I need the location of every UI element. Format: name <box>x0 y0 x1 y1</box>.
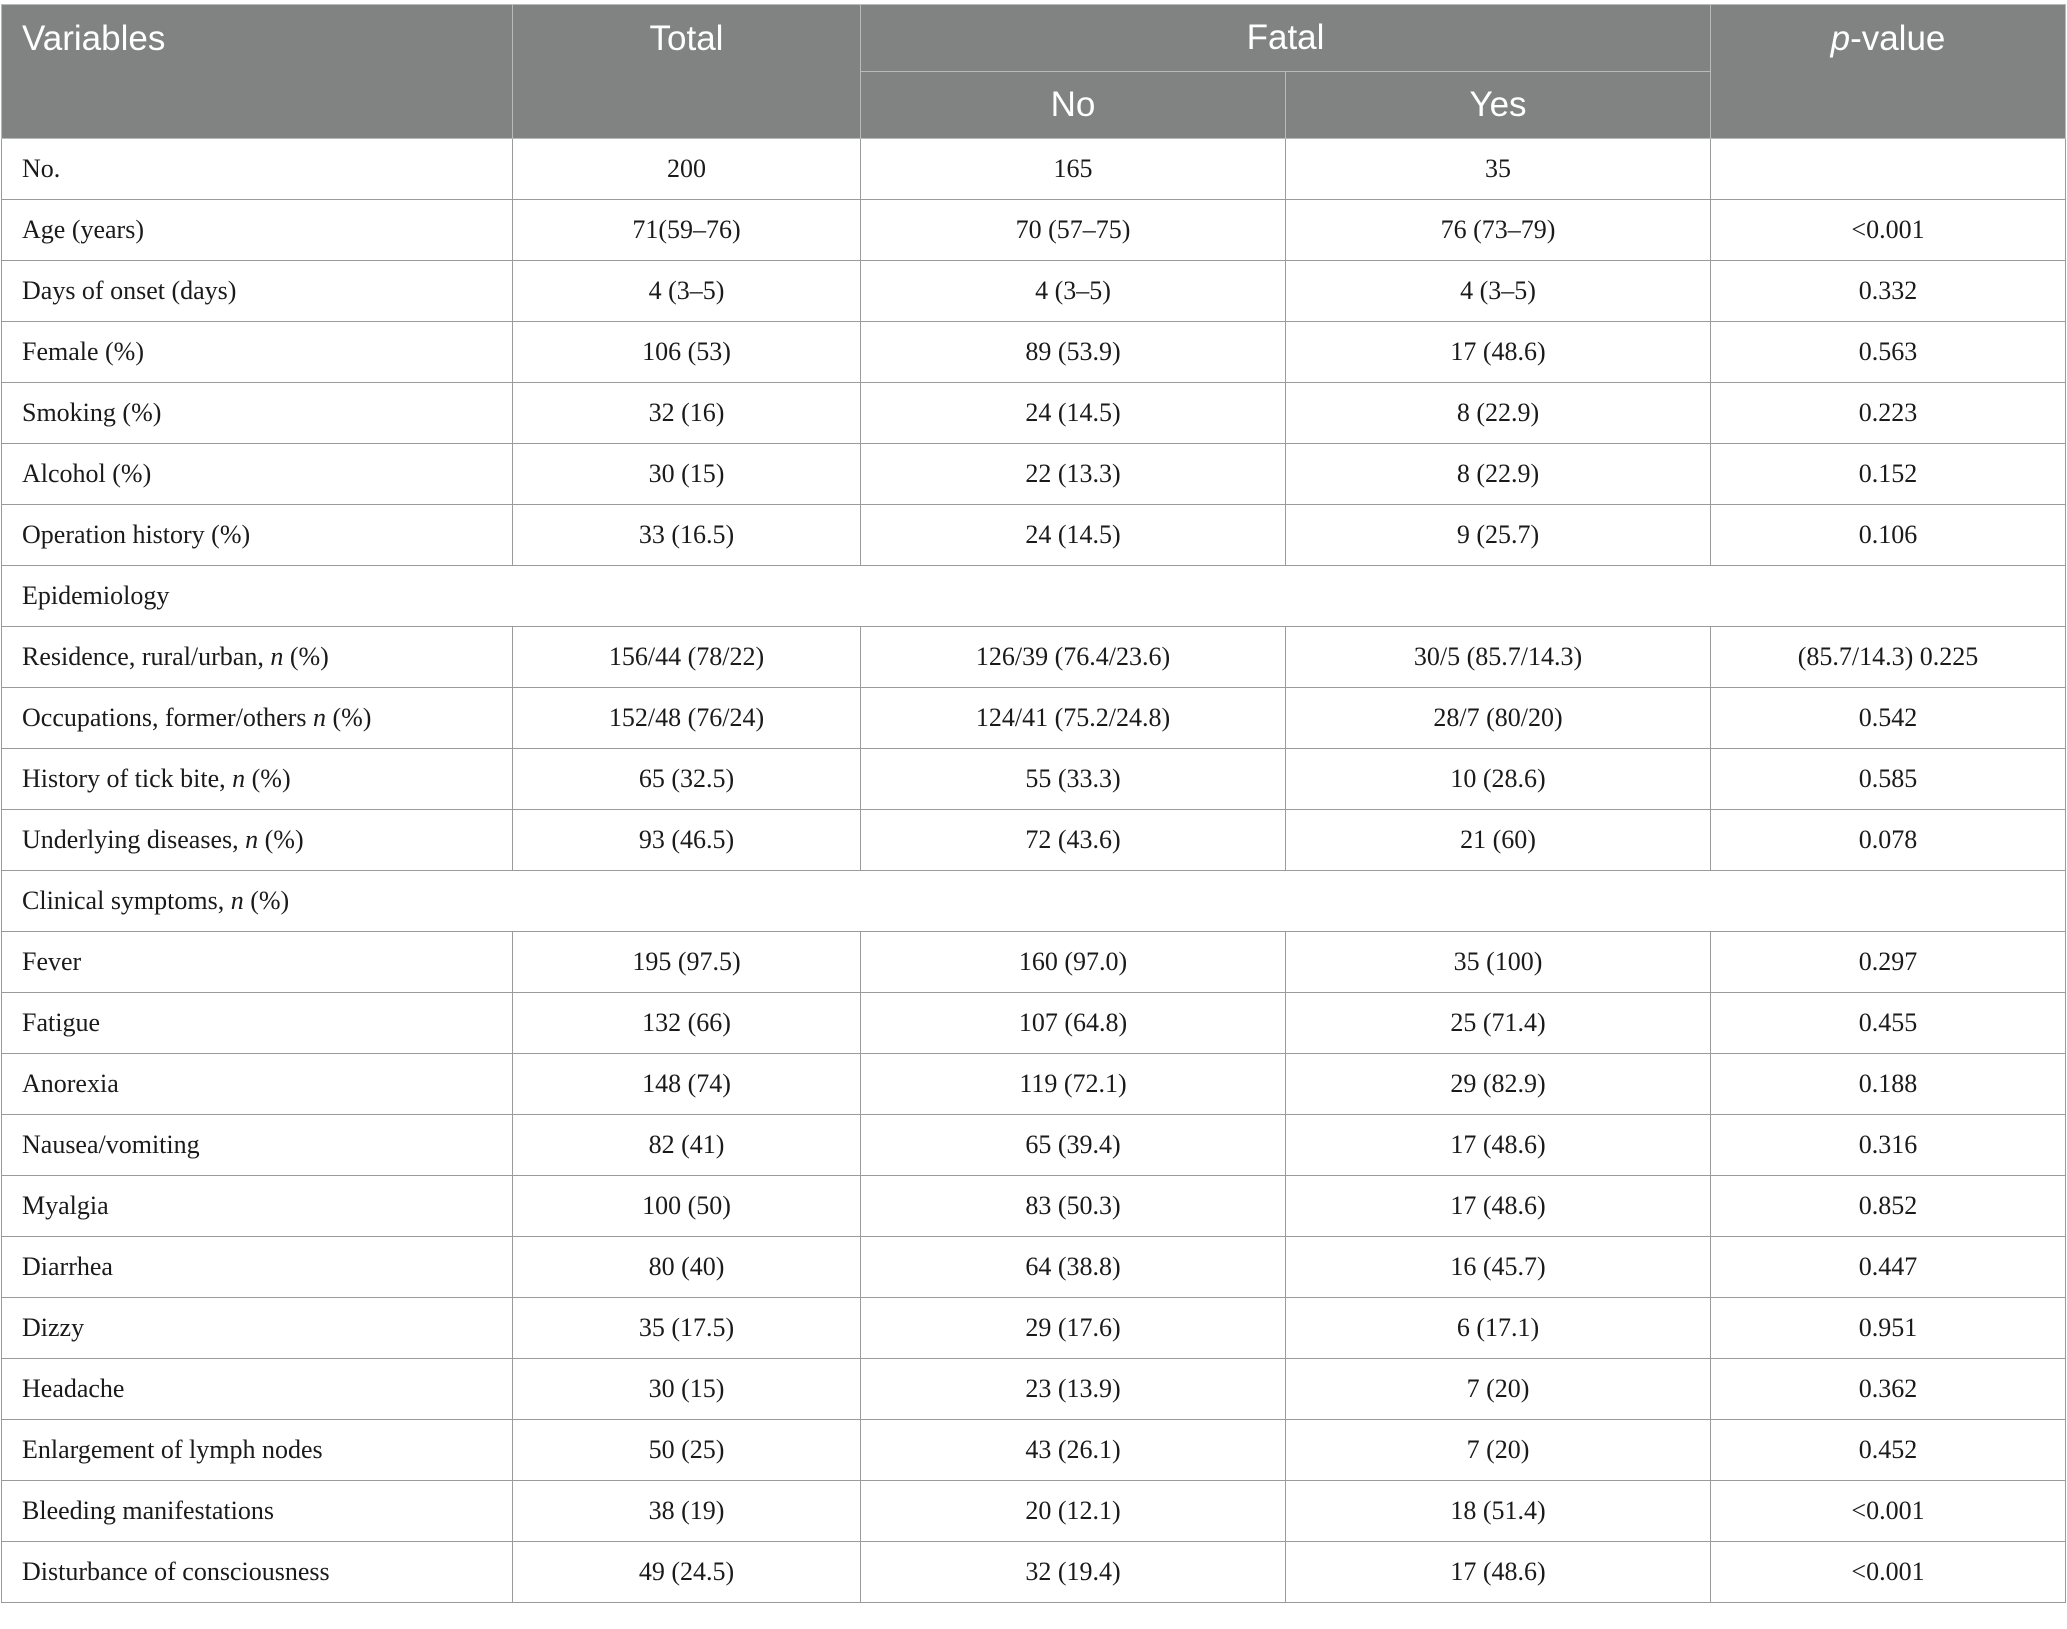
data-table <box>1 4 2066 1603</box>
table-row <box>2 1115 2066 1176</box>
cell-p: 0.542 <box>1711 688 2066 749</box>
cell-total: 33 (16.5) <box>513 505 861 566</box>
cell-yes: 8 (22.9) <box>1286 444 1711 505</box>
cell-yes: 4 (3–5) <box>1286 261 1711 322</box>
cell-total: 152/48 (76/24) <box>513 688 861 749</box>
cell-no: 124/41 (75.2/24.8) <box>861 688 1286 749</box>
row-label: Bleeding manifestations <box>2 1481 513 1542</box>
cell-total: 38 (19) <box>513 1481 861 1542</box>
cell-total: 82 (41) <box>513 1115 861 1176</box>
row-label: Days of onset (days) <box>2 261 513 322</box>
cell-total: 30 (15) <box>513 444 861 505</box>
cell-total: 93 (46.5) <box>513 810 861 871</box>
cell-yes: 8 (22.9) <box>1286 383 1711 444</box>
table-row <box>2 627 2066 688</box>
cell-p: 0.852 <box>1711 1176 2066 1237</box>
cell-p: 0.951 <box>1711 1298 2066 1359</box>
cell-p: 0.188 <box>1711 1054 2066 1115</box>
table-row <box>2 1054 2066 1115</box>
cell-no: 23 (13.9) <box>861 1359 1286 1420</box>
cell-no: 4 (3–5) <box>861 261 1286 322</box>
cell-yes: 25 (71.4) <box>1286 993 1711 1054</box>
cell-yes: 21 (60) <box>1286 810 1711 871</box>
row-label: Diarrhea <box>2 1237 513 1298</box>
header-p-value <box>1711 5 2066 139</box>
cell-total: 50 (25) <box>513 1420 861 1481</box>
cell-yes: 17 (48.6) <box>1286 1542 1711 1603</box>
row-label: Fatigue <box>2 993 513 1054</box>
cell-p: 0.452 <box>1711 1420 2066 1481</box>
cell-yes: 17 (48.6) <box>1286 1115 1711 1176</box>
cell-p: 0.223 <box>1711 383 2066 444</box>
row-label: Dizzy <box>2 1298 513 1359</box>
cell-p: 0.563 <box>1711 322 2066 383</box>
cell-no: 64 (38.8) <box>861 1237 1286 1298</box>
cell-total: 156/44 (78/22) <box>513 627 861 688</box>
table-header <box>2 5 2066 139</box>
cell-no: 22 (13.3) <box>861 444 1286 505</box>
table-row <box>2 688 2066 749</box>
cell-p: 0.316 <box>1711 1115 2066 1176</box>
row-label: History of tick bite, n (%) <box>2 749 513 810</box>
cell-yes: 6 (17.1) <box>1286 1298 1711 1359</box>
row-label: Disturbance of consciousness <box>2 1542 513 1603</box>
cell-total: 132 (66) <box>513 993 861 1054</box>
header-total: Total <box>513 5 861 139</box>
cell-p: <0.001 <box>1711 1542 2066 1603</box>
cell-yes: 30/5 (85.7/14.3) <box>1286 627 1711 688</box>
cell-yes: 28/7 (80/20) <box>1286 688 1711 749</box>
row-label: Alcohol (%) <box>2 444 513 505</box>
cell-yes: 7 (20) <box>1286 1420 1711 1481</box>
cell-p: <0.001 <box>1711 200 2066 261</box>
cell-yes: 9 (25.7) <box>1286 505 1711 566</box>
cell-no: 89 (53.9) <box>861 322 1286 383</box>
row-label: Fever <box>2 932 513 993</box>
table-row <box>2 1176 2066 1237</box>
cell-no: 43 (26.1) <box>861 1420 1286 1481</box>
row-label: Operation history (%) <box>2 505 513 566</box>
row-label: Nausea/vomiting <box>2 1115 513 1176</box>
row-label: Female (%) <box>2 322 513 383</box>
row-label: Anorexia <box>2 1054 513 1115</box>
row-label: Underlying diseases, n (%) <box>2 810 513 871</box>
row-label: Headache <box>2 1359 513 1420</box>
cell-no: 165 <box>861 139 1286 200</box>
cell-yes: 16 (45.7) <box>1286 1237 1711 1298</box>
table-row <box>2 200 2066 261</box>
row-label: No. <box>2 139 513 200</box>
cell-p: 0.585 <box>1711 749 2066 810</box>
table-row <box>2 1298 2066 1359</box>
cell-no: 107 (64.8) <box>861 993 1286 1054</box>
header-p-suffix: -value <box>1850 19 1946 58</box>
cell-total: 65 (32.5) <box>513 749 861 810</box>
cell-total: 32 (16) <box>513 383 861 444</box>
table-row <box>2 993 2066 1054</box>
cell-yes: 17 (48.6) <box>1286 1176 1711 1237</box>
table-row <box>2 749 2066 810</box>
header-no: No <box>861 72 1286 139</box>
table-row <box>2 1542 2066 1603</box>
table-row <box>2 1359 2066 1420</box>
cell-total: 148 (74) <box>513 1054 861 1115</box>
row-label: Age (years) <box>2 200 513 261</box>
cell-p: <0.001 <box>1711 1481 2066 1542</box>
table-row <box>2 261 2066 322</box>
table-row <box>2 444 2066 505</box>
cell-no: 126/39 (76.4/23.6) <box>861 627 1286 688</box>
cell-no: 24 (14.5) <box>861 505 1286 566</box>
row-label: Occupations, former/others n (%) <box>2 688 513 749</box>
cell-yes: 29 (82.9) <box>1286 1054 1711 1115</box>
cell-total: 100 (50) <box>513 1176 861 1237</box>
cell-total: 106 (53) <box>513 322 861 383</box>
cell-no: 160 (97.0) <box>861 932 1286 993</box>
section-label: Epidemiology <box>2 566 2066 627</box>
table-row <box>2 1420 2066 1481</box>
cell-no: 83 (50.3) <box>861 1176 1286 1237</box>
cell-yes: 35 (100) <box>1286 932 1711 993</box>
cell-no: 24 (14.5) <box>861 383 1286 444</box>
cell-p: 0.332 <box>1711 261 2066 322</box>
cell-p: (85.7/14.3) 0.225 <box>1711 627 2066 688</box>
cell-yes: 18 (51.4) <box>1286 1481 1711 1542</box>
table-row <box>2 322 2066 383</box>
header-p-letter: p <box>1830 19 1851 58</box>
header-fatal: Fatal <box>861 5 1711 72</box>
cell-no: 55 (33.3) <box>861 749 1286 810</box>
header-variables: Variables <box>2 5 513 139</box>
cell-yes: 10 (28.6) <box>1286 749 1711 810</box>
table-row <box>2 932 2066 993</box>
row-label: Myalgia <box>2 1176 513 1237</box>
cell-total: 4 (3–5) <box>513 261 861 322</box>
table-body <box>2 139 2066 1603</box>
cell-no: 20 (12.1) <box>861 1481 1286 1542</box>
cell-p: 0.078 <box>1711 810 2066 871</box>
cell-p: 0.455 <box>1711 993 2066 1054</box>
row-label: Enlargement of lymph nodes <box>2 1420 513 1481</box>
cell-no: 119 (72.1) <box>861 1054 1286 1115</box>
cell-total: 30 (15) <box>513 1359 861 1420</box>
table-row <box>2 810 2066 871</box>
cell-total: 71(59–76) <box>513 200 861 261</box>
cell-no: 70 (57–75) <box>861 200 1286 261</box>
cell-total: 49 (24.5) <box>513 1542 861 1603</box>
cell-yes: 17 (48.6) <box>1286 322 1711 383</box>
row-label: Residence, rural/urban, n (%) <box>2 627 513 688</box>
table-row <box>2 1237 2066 1298</box>
cell-p: 0.152 <box>1711 444 2066 505</box>
section-row-clinical-symptoms <box>2 871 2066 932</box>
table-row <box>2 1481 2066 1542</box>
cell-p: 0.106 <box>1711 505 2066 566</box>
cell-yes: 35 <box>1286 139 1711 200</box>
cell-no: 72 (43.6) <box>861 810 1286 871</box>
section-row-epidemiology <box>2 566 2066 627</box>
cell-yes: 76 (73–79) <box>1286 200 1711 261</box>
cell-total: 200 <box>513 139 861 200</box>
cell-total: 195 (97.5) <box>513 932 861 993</box>
cell-no: 32 (19.4) <box>861 1542 1286 1603</box>
header-yes: Yes <box>1286 72 1711 139</box>
cell-total: 80 (40) <box>513 1237 861 1298</box>
cell-yes: 7 (20) <box>1286 1359 1711 1420</box>
cell-no: 65 (39.4) <box>861 1115 1286 1176</box>
table-row <box>2 139 2066 200</box>
cell-p <box>1711 139 2066 200</box>
section-label: Clinical symptoms, n (%) <box>2 871 2066 932</box>
row-label: Smoking (%) <box>2 383 513 444</box>
table-row <box>2 383 2066 444</box>
cell-p: 0.447 <box>1711 1237 2066 1298</box>
cell-p: 0.297 <box>1711 932 2066 993</box>
cell-no: 29 (17.6) <box>861 1298 1286 1359</box>
cell-p: 0.362 <box>1711 1359 2066 1420</box>
cell-total: 35 (17.5) <box>513 1298 861 1359</box>
table-row <box>2 505 2066 566</box>
